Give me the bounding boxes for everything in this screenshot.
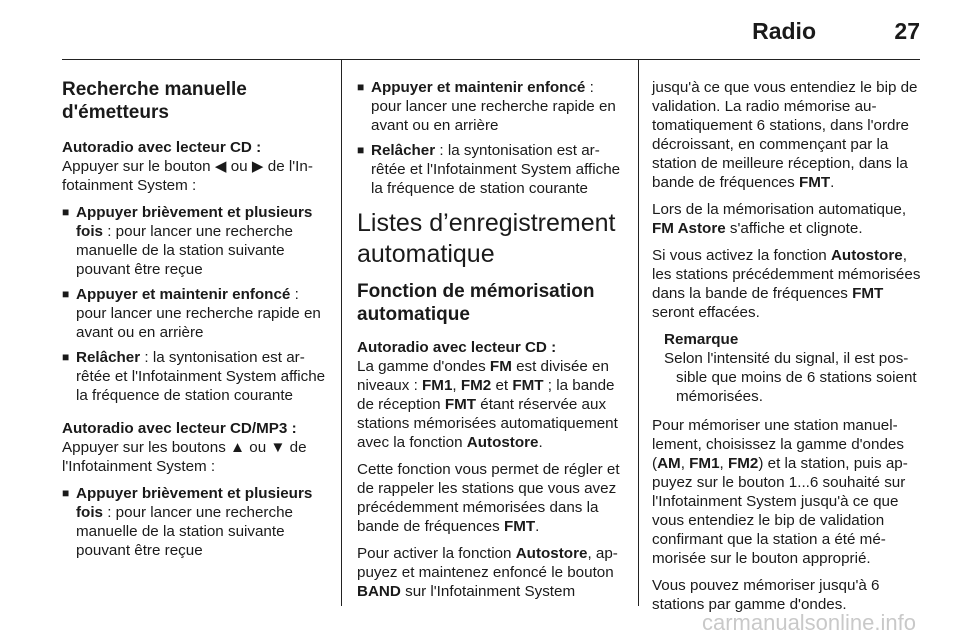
bullet-icon: ■ <box>62 486 70 500</box>
arrow-left-icon: ◀ <box>214 158 227 175</box>
paragraph: Appuyer sur le bouton ◀ ou ▶ de l'Infotainment System : <box>62 158 313 194</box>
column-1 <box>62 62 332 616</box>
paragraph: Cette fonction vous permet de régler et de rappeler les stations que vous avez précédemment mémorisées dans la bande de fréquences FMT. <box>357 461 620 535</box>
bullet-list <box>62 203 332 405</box>
bullet-icon: ■ <box>62 205 70 219</box>
chapter-heading: Listes d’enregistrement automatique <box>357 209 616 268</box>
paragraph: Si vous activez la fonction Autostore, les stations précédemment mémorisées dans la bande de fréquences FMT seront effacées. <box>652 247 921 321</box>
column-divider <box>638 60 639 606</box>
column-divider <box>341 60 342 606</box>
paragraph: Vous pouvez mémoriser jusqu'à 6 stations par gamme d'ondes. <box>652 577 880 613</box>
bullet-list <box>357 78 627 198</box>
subheading: Autoradio avec lecteur CD : <box>357 339 557 356</box>
section-heading: Recherche manuelle d'émetteurs <box>62 79 247 123</box>
section-title: Radio <box>752 18 816 44</box>
bullet-icon: ■ <box>357 80 365 94</box>
remark-title: Remarque <box>664 331 739 348</box>
paragraph: La gamme d'ondes FM est divisée en niveaux : FM1, FM2 et FMT ; la bande de réception FMT étant réservée aux stations mémorisées automatiquement avec la fonction Autostore. <box>357 358 618 451</box>
paragraph: Pour activer la fonction Autostore, appuyez et maintenez enfoncé le bouton BAND sur l'Infotainment System <box>357 545 618 600</box>
column-2 <box>357 60 627 616</box>
page-number: 27 <box>894 18 920 44</box>
bullet-icon: ■ <box>357 143 365 157</box>
arrow-down-icon: ▼ <box>270 439 286 456</box>
list-item: ■ Relâcher : la syntonisation est arrêtée et l'Infotainment System affiche la fréquence de station courante <box>357 142 621 197</box>
remark-body: Selon l'intensité du signal, il est possible que moins de 6 stations soient mémorisées. <box>664 350 917 405</box>
arrow-right-icon: ▶ <box>251 158 264 175</box>
column-3 <box>652 60 922 616</box>
section-heading: Fonction de mémorisation automatique <box>357 281 595 325</box>
paragraph: Appuyer sur les boutons ▲ ou ▼ de l'Infotainment System : <box>62 439 307 475</box>
list-item: ■ Appuyer brièvement et plusieurs fois : pour lancer une recherche manuelle de la station suivante pouvant être reçue <box>62 485 313 559</box>
list-item: ■ Appuyer et maintenir enfoncé : pour lancer une recherche rapide en avant ou en arrière <box>357 79 616 134</box>
list-item: ■ Relâcher : la syntonisation est arrêtée et l'Infotainment System affiche la fréquence de station courante <box>62 349 326 404</box>
paragraph: jusqu'à ce que vous entendiez le bip de validation. La radio mémorise automatiquement 6 stations, dans l'ordre décroissant, en commençant par la station de meilleure réception, dans la bande de fréquences FMT. <box>652 79 918 191</box>
list-item: ■ Appuyer et maintenir enfoncé : pour lancer une recherche rapide en avant ou en arrière <box>62 286 321 341</box>
arrow-up-icon: ▲ <box>230 439 246 456</box>
watermark: carmanualsonline.info <box>701 610 916 635</box>
page-header <box>62 14 920 54</box>
remark-box <box>652 330 922 406</box>
bullet-icon: ■ <box>62 287 70 301</box>
subheading: Autoradio avec lecteur CD/MP3 : <box>62 420 297 437</box>
bullet-icon: ■ <box>62 350 70 364</box>
paragraph: Pour mémoriser une station manuellement, choisissez la gamme d'ondes (AM, FM1, FM2) et la station, puis appuyez sur le bouton 1...6 souhaité sur l'Infotainment System jusqu'à ce que vous entendiez le bip de validation confirmant que la station a été mémorisée sur le bouton approprié. <box>652 417 908 567</box>
paragraph: Lors de la mémorisation automatique, FM Astore s'affiche et clignote. <box>652 201 907 237</box>
subheading: Autoradio avec lecteur CD : <box>62 139 262 156</box>
bullet-list <box>62 484 332 560</box>
list-item: ■ Appuyer brièvement et plusieurs fois : pour lancer une recherche manuelle de la station suivante pouvant être reçue <box>62 204 313 278</box>
